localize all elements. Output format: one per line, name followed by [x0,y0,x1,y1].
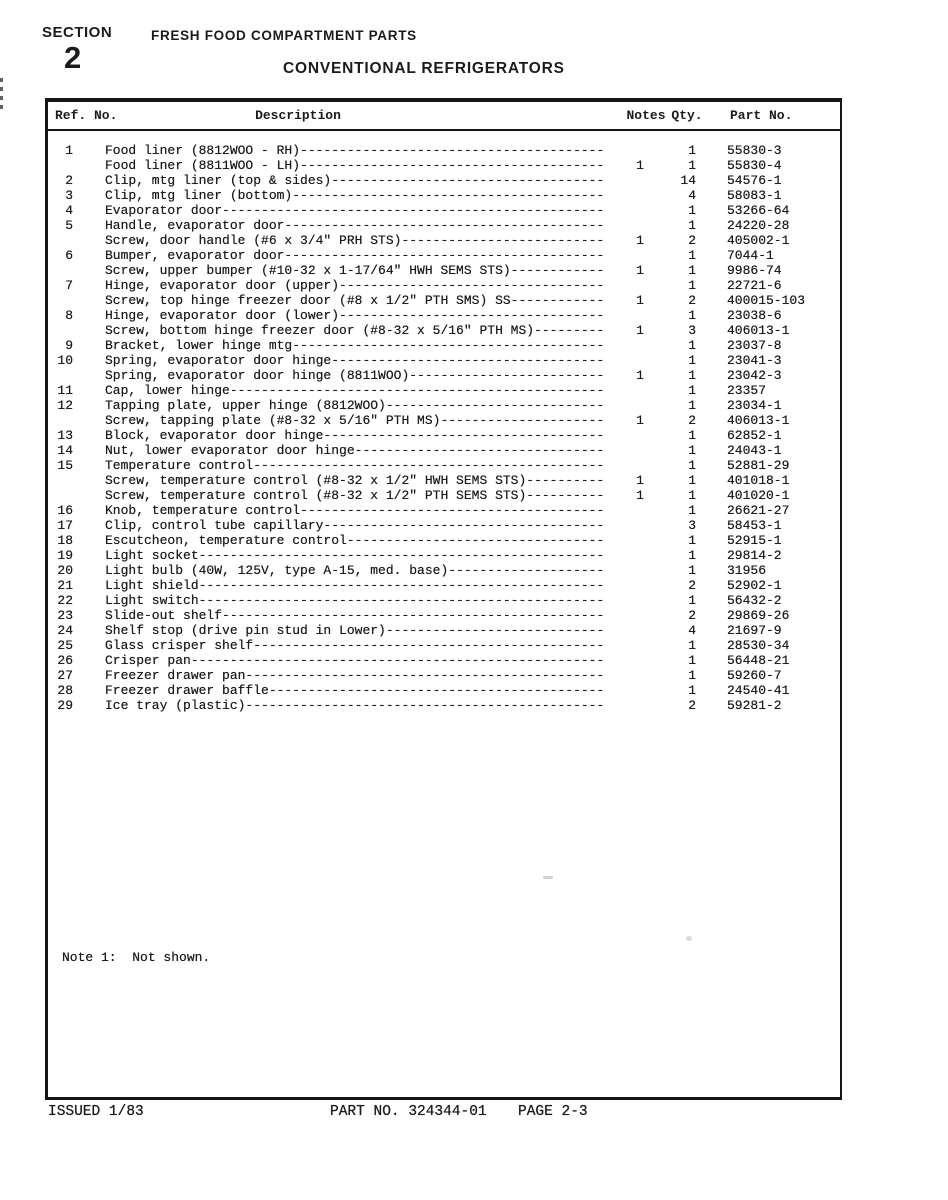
table-row [45,368,842,383]
qty-value: 2 [688,413,696,428]
description: Bracket, lower hinge mtg---------------------------------------- [105,338,605,353]
table-row [45,413,842,428]
qty-value: 2 [688,578,696,593]
part-no: 23041-3 [727,353,782,368]
part-no: 26621-27 [727,503,790,518]
description: Hinge, evaporator door (lower)---------------------------------- [105,308,605,323]
ref-no: 23 [57,608,73,623]
ref-no: 11 [57,383,73,398]
ref-no: 7 [65,278,73,293]
description: Ice tray (plastic)---------------------------------------------- [105,698,605,713]
ref-no: 3 [65,188,73,203]
description: Temperature control--------------------------------------------- [105,458,605,473]
ref-no: 25 [57,638,73,653]
description: Light shield---------------------------------------------------- [105,578,605,593]
part-no: 7044-1 [727,248,774,263]
part-no: 28530-34 [727,638,790,653]
part-no: 59281-2 [727,698,782,713]
column-header-part: Part No. [730,108,793,123]
qty-value: 1 [688,443,696,458]
part-no: 58453-1 [727,518,782,533]
part-no: 52915-1 [727,533,782,548]
qty-value: 1 [688,143,696,158]
description: Glass crisper shelf--------------------------------------------- [105,638,605,653]
part-no: 23038-6 [727,308,782,323]
table-row [45,428,842,443]
qty-value: 1 [688,338,696,353]
table-row [45,668,842,683]
description: Screw, door handle (#6 x 3/4" PRH STS)-------------------------- [105,233,605,248]
qty-value: 1 [688,533,696,548]
description: Food liner (8811WOO - LH)--------------------------------------- [105,158,605,173]
table-row [45,143,842,158]
qty-value: 1 [688,248,696,263]
qty-value: 2 [688,293,696,308]
table-row [45,353,842,368]
description: Freezer drawer baffle------------------------------------------- [105,683,605,698]
description: Light bulb (40W, 125V, type A-15, med. base)-------------------- [105,563,605,578]
description: Escutcheon, temperature control--------------------------------- [105,533,605,548]
header-separator-line [48,129,840,131]
part-no: 29814-2 [727,548,782,563]
ref-no: 19 [57,548,73,563]
notes-value: 1 [636,473,644,488]
qty-value: 2 [688,698,696,713]
description: Screw, temperature control (#8-32 x 1/2" PTH SEMS STS)---------- [105,488,605,503]
part-no: 59260-7 [727,668,782,683]
part-no: 23034-1 [727,398,782,413]
description: Screw, temperature control (#8-32 x 1/2" HWH SEMS STS)---------- [105,473,605,488]
qty-value: 4 [688,623,696,638]
description: Bumper, evaporator door----------------------------------------- [105,248,605,263]
qty-value: 1 [688,593,696,608]
description: Clip, control tube capillary------------------------------------ [105,518,605,533]
ref-no: 27 [57,668,73,683]
footer-part-no: PART NO. 324344-01 [330,1104,487,1120]
qty-value: 1 [688,668,696,683]
qty-value: 1 [688,308,696,323]
qty-value: 3 [688,323,696,338]
table-row [45,563,842,578]
column-header-qty: Qty. [671,108,703,123]
table-row [45,593,842,608]
description: Knob, temperature control--------------------------------------- [105,503,605,518]
qty-value: 1 [688,653,696,668]
table-row [45,683,842,698]
part-no: 24043-1 [727,443,782,458]
table-row [45,653,842,668]
page-subtitle: FRESH FOOD COMPARTMENT PARTS [151,28,417,43]
table-row [45,218,842,233]
ref-no: 26 [57,653,73,668]
part-no: 9986-74 [727,263,782,278]
ref-no: 21 [57,578,73,593]
table-row [45,203,842,218]
part-no: 24540-41 [727,683,790,698]
table-row [45,158,842,173]
table-row [45,638,842,653]
description: Shelf stop (drive pin stud in Lower)---------------------------- [105,623,605,638]
qty-value: 1 [688,638,696,653]
qty-value: 1 [688,218,696,233]
part-no: 53266-64 [727,203,790,218]
description: Food liner (8812WOO - RH)--------------------------------------- [105,143,605,158]
ref-no: 14 [57,443,73,458]
description: Screw, bottom hinge freezer door (#8-32 x 5/16" PTH MS)--------- [105,323,605,338]
scan-speck [686,936,692,941]
part-no: 23357 [727,383,767,398]
notes-value: 1 [636,263,644,278]
description: Light socket---------------------------------------------------- [105,548,605,563]
part-no: 29869-26 [727,608,790,623]
part-no: 23037-8 [727,338,782,353]
table-row [45,248,842,263]
scan-edge-artifact [0,78,3,112]
qty-value: 1 [688,503,696,518]
part-no: 31956 [727,563,767,578]
part-no: 22721-6 [727,278,782,293]
ref-no: 2 [65,173,73,188]
part-no: 400015-103 [727,293,806,308]
part-no: 23042-3 [727,368,782,383]
notes-value: 1 [636,233,644,248]
table-row [45,173,842,188]
part-no: 406013-1 [727,323,790,338]
qty-value: 1 [688,563,696,578]
part-no: 56432-2 [727,593,782,608]
description: Spring, evaporator door hinge (8811WOO)------------------------- [105,368,605,383]
part-no: 52881-29 [727,458,790,473]
description: Screw, top hinge freezer door (#8 x 1/2" PTH SMS) SS------------ [105,293,605,308]
table-rows [45,143,842,713]
qty-value: 1 [688,353,696,368]
table-row [45,338,842,353]
table-row [45,188,842,203]
notes-value: 1 [636,158,644,173]
qty-value: 1 [688,383,696,398]
notes-value: 1 [636,368,644,383]
part-no: 55830-3 [727,143,782,158]
ref-no: 15 [57,458,73,473]
qty-value: 1 [688,548,696,563]
ref-no: 4 [65,203,73,218]
footer-page: PAGE 2-3 [518,1104,588,1120]
part-no: 401020-1 [727,488,790,503]
description: Block, evaporator door hinge------------------------------------ [105,428,605,443]
table-row [45,578,842,593]
part-no: 406013-1 [727,413,790,428]
description: Clip, mtg liner (bottom)---------------------------------------- [105,188,605,203]
ref-no: 28 [57,683,73,698]
description: Screw, tapping plate (#8-32 x 5/16" PTH MS)--------------------- [105,413,605,428]
table-row [45,533,842,548]
footer-issued: ISSUED 1/83 [48,1104,144,1120]
ref-no: 10 [57,353,73,368]
table-row [45,608,842,623]
footnote: Note 1: Not shown. [62,950,211,965]
qty-value: 1 [688,203,696,218]
description: Clip, mtg liner (top & sides)----------------------------------- [105,173,605,188]
table-row [45,458,842,473]
ref-no: 24 [57,623,73,638]
qty-value: 1 [688,458,696,473]
description: Light switch---------------------------------------------------- [105,593,605,608]
ref-no: 17 [57,518,73,533]
table-row [45,233,842,248]
qty-value: 1 [688,158,696,173]
qty-value: 1 [688,278,696,293]
description: Nut, lower evaporator door hinge-------------------------------- [105,443,605,458]
table-row [45,308,842,323]
description: Spring, evaporator door hinge----------------------------------- [105,353,605,368]
ref-no: 29 [57,698,73,713]
qty-value: 14 [680,173,696,188]
notes-value: 1 [636,293,644,308]
table-row [45,293,842,308]
notes-value: 1 [636,323,644,338]
description: Crisper pan----------------------------------------------------- [105,653,605,668]
column-header-notes: Notes [626,108,666,123]
qty-value: 1 [688,398,696,413]
ref-no: 13 [57,428,73,443]
qty-value: 3 [688,518,696,533]
qty-value: 1 [688,263,696,278]
table-row [45,473,842,488]
notes-value: 1 [636,413,644,428]
ref-no: 20 [57,563,73,578]
qty-value: 1 [688,368,696,383]
description: Hinge, evaporator door (upper)---------------------------------- [105,278,605,293]
table-row [45,443,842,458]
table-row [45,518,842,533]
part-no: 24220-28 [727,218,790,233]
part-no: 62852-1 [727,428,782,443]
qty-value: 2 [688,233,696,248]
table-row [45,323,842,338]
part-no: 52902-1 [727,578,782,593]
page-title: CONVENTIONAL REFRIGERATORS [283,60,565,77]
qty-value: 2 [688,608,696,623]
notes-value: 1 [636,488,644,503]
ref-no: 6 [65,248,73,263]
qty-value: 1 [688,488,696,503]
ref-no: 9 [65,338,73,353]
table-row [45,263,842,278]
scan-speck [543,876,553,879]
column-header-ref: Ref. No. [55,108,118,123]
table-row [45,698,842,713]
column-header-description: Description [255,108,341,123]
part-no: 58083-1 [727,188,782,203]
description: Slide-out shelf------------------------------------------------- [105,608,605,623]
qty-value: 1 [688,428,696,443]
description: Handle, evaporator door----------------------------------------- [105,218,605,233]
ref-no: 16 [57,503,73,518]
part-no: 405002-1 [727,233,790,248]
description: Freezer drawer pan---------------------------------------------- [105,668,605,683]
description: Evaporator door------------------------------------------------- [105,203,605,218]
ref-no: 1 [65,143,73,158]
ref-no: 18 [57,533,73,548]
part-no: 55830-4 [727,158,782,173]
table-row [45,488,842,503]
table-row [45,623,842,638]
description: Cap, lower hinge------------------------------------------------ [105,383,605,398]
table-row [45,503,842,518]
ref-no: 5 [65,218,73,233]
qty-value: 4 [688,188,696,203]
part-no: 56448-21 [727,653,790,668]
table-row [45,548,842,563]
table-row [45,383,842,398]
description: Tapping plate, upper hinge (8812WOO)---------------------------- [105,398,605,413]
part-no: 54576-1 [727,173,782,188]
part-no: 401018-1 [727,473,790,488]
table-row [45,278,842,293]
ref-no: 22 [57,593,73,608]
qty-value: 1 [688,683,696,698]
section-number: 2 [64,40,82,75]
ref-no: 12 [57,398,73,413]
part-no: 21697-9 [727,623,782,638]
description: Screw, upper bumper (#10-32 x 1-17/64" HWH SEMS STS)------------ [105,263,605,278]
section-label: SECTION [42,24,113,41]
table-row [45,398,842,413]
qty-value: 1 [688,473,696,488]
ref-no: 8 [65,308,73,323]
